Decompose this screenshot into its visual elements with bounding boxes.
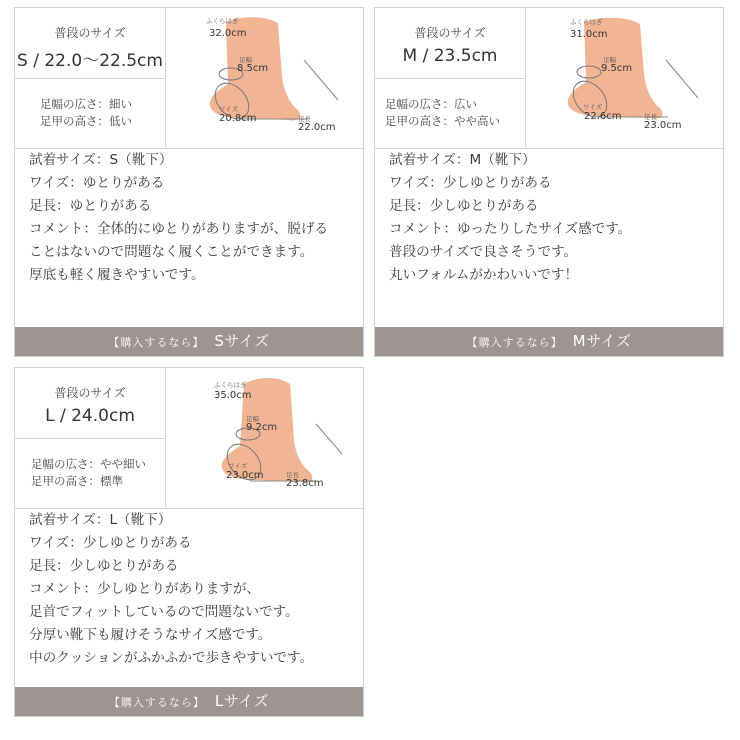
usual-size-label: 普段のサイズ bbox=[54, 386, 126, 400]
foot-measurement-illustration bbox=[166, 368, 363, 508]
size-card-s bbox=[14, 7, 364, 357]
length-value: 22.0cm bbox=[298, 122, 336, 133]
instep-height-text: 足甲の高さ：低い bbox=[40, 114, 132, 128]
review-line: 足首でフィットしているので問題ないです。 bbox=[29, 604, 299, 620]
buy-prefix: 【購入するなら】 bbox=[108, 696, 205, 709]
usual-size-value: S / 22.0〜22.5cm bbox=[17, 51, 163, 71]
foot-illustration-icon bbox=[166, 368, 363, 508]
foot-width-text: 足幅の広さ：細い bbox=[40, 97, 132, 111]
usual-size-label: 普段のサイズ bbox=[54, 26, 126, 40]
length-label: 足長 bbox=[298, 115, 311, 123]
review-line: 足長：少しゆとりがある bbox=[389, 198, 539, 214]
length-label: 足長 bbox=[286, 471, 299, 479]
review-line: 普段のサイズで良さそうです。 bbox=[389, 244, 578, 260]
size-card-m bbox=[374, 7, 724, 357]
buy-size-banner[interactable] bbox=[15, 687, 363, 716]
calf-label: ふくらはぎ bbox=[214, 381, 247, 389]
review-line: コメント：全体的にゆとりがありますが、脱げる bbox=[29, 221, 329, 237]
instep-height-text: 足甲の高さ：標準 bbox=[31, 474, 123, 488]
usual-size-box bbox=[15, 368, 165, 439]
foot-illustration-icon bbox=[526, 8, 723, 148]
review-line: 試着サイズ：L（靴下） bbox=[29, 512, 172, 528]
review-line: ワイズ：少しゆとりがある bbox=[389, 175, 552, 191]
review-line: 丸いフォルムがかわいいです！ bbox=[389, 267, 579, 283]
buy-size: Sサイズ bbox=[214, 332, 270, 350]
instep-height-text: 足甲の高さ：やや高い bbox=[385, 114, 500, 128]
review-text bbox=[389, 149, 719, 287]
ankle-value: 8.5cm bbox=[237, 63, 269, 74]
ankle-label: 足幅 bbox=[603, 56, 616, 64]
calf-value: 32.0cm bbox=[209, 28, 247, 39]
calf-label: ふくらはぎ bbox=[206, 17, 239, 25]
foot-shape-box bbox=[15, 439, 165, 508]
buy-size-banner[interactable] bbox=[375, 327, 723, 356]
wise-value: 22.6cm bbox=[584, 111, 622, 122]
usual-size-value: M / 23.5cm bbox=[402, 46, 498, 66]
wise-label: ワイズ bbox=[219, 105, 239, 113]
calf-label: ふくらはぎ bbox=[570, 18, 603, 26]
foot-shape-box bbox=[15, 79, 165, 148]
wise-value: 20.8cm bbox=[219, 113, 257, 124]
wise-label: ワイズ bbox=[228, 462, 248, 470]
review-line: 足長：少しゆとりがある bbox=[29, 558, 179, 574]
usual-size-box bbox=[375, 8, 525, 79]
review-line: ワイズ：ゆとりがある bbox=[29, 175, 165, 191]
review-line: ことはないので問題なく履くことができます。 bbox=[29, 244, 314, 260]
usual-size-box bbox=[15, 8, 165, 79]
foot-measurement-illustration bbox=[526, 8, 723, 148]
length-label: 足長 bbox=[644, 113, 657, 121]
review-line: ワイズ：少しゆとりがある bbox=[29, 535, 192, 551]
ankle-value: 9.2cm bbox=[246, 422, 278, 433]
review-line: 厚底も軽く履きやすいです。 bbox=[29, 267, 205, 283]
review-line: コメント：少しゆとりがありますが、 bbox=[29, 581, 261, 597]
wise-value: 23.0cm bbox=[226, 470, 264, 481]
wise-label: ワイズ bbox=[583, 103, 603, 111]
review-line: 足長：ゆとりがある bbox=[29, 198, 152, 214]
foot-width-text: 足幅の広さ：広い bbox=[385, 97, 477, 111]
size-card-l bbox=[14, 367, 364, 717]
review-line: 試着サイズ：M（靴下） bbox=[389, 152, 536, 168]
usual-size-label: 普段のサイズ bbox=[414, 26, 486, 40]
calf-value: 31.0cm bbox=[570, 29, 608, 40]
buy-size: Lサイズ bbox=[214, 692, 270, 710]
review-line: 分厚い靴下も履けそうなサイズ感です。 bbox=[29, 627, 272, 643]
ankle-label: 足幅 bbox=[246, 415, 259, 423]
review-line: コメント：ゆったりしたサイズ感です。 bbox=[389, 221, 632, 237]
length-value: 23.0cm bbox=[644, 120, 682, 131]
review-text bbox=[29, 509, 359, 670]
ankle-value: 9.5cm bbox=[601, 63, 633, 74]
card-header bbox=[375, 8, 723, 149]
review-line: 試着サイズ：S（靴下） bbox=[29, 152, 173, 168]
foot-width-text: 足幅の広さ：やや細い bbox=[31, 457, 146, 471]
ankle-label: 足幅 bbox=[239, 56, 252, 64]
buy-size: Mサイズ bbox=[572, 332, 632, 350]
buy-prefix: 【購入するなら】 bbox=[466, 336, 563, 349]
card-header bbox=[15, 8, 363, 149]
length-value: 23.8cm bbox=[286, 478, 324, 489]
foot-shape-box bbox=[375, 79, 525, 148]
foot-measurement-illustration bbox=[166, 8, 363, 148]
card-header bbox=[15, 368, 363, 509]
usual-size-value: L / 24.0cm bbox=[45, 406, 135, 426]
calf-value: 35.0cm bbox=[214, 390, 252, 401]
buy-prefix: 【購入するなら】 bbox=[108, 336, 205, 349]
review-line: 中のクッションがふかふかで歩きやすいです。 bbox=[29, 650, 314, 666]
buy-size-banner[interactable] bbox=[15, 327, 363, 356]
review-text bbox=[29, 149, 359, 287]
